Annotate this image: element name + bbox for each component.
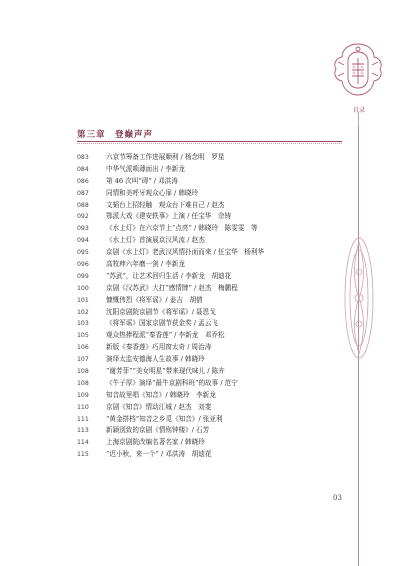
toc-page-number: 105: [77, 332, 89, 340]
chapter-title: 第三章 登巅声声: [77, 130, 154, 140]
toc-page-number: 108: [77, 368, 89, 376]
toc-page-number: 101: [77, 296, 89, 304]
toc-page-number: 099: [77, 272, 89, 280]
toc-title: 《水上灯》首演展京汉风流 / 赵杰: [106, 236, 205, 245]
toc-page-number: 103: [77, 320, 89, 328]
toc-page-number: 095: [77, 249, 89, 257]
toc-entry[interactable]: [77, 295, 337, 307]
toc-title: “谢芳菲”“美女明星”带来现代味儿 / 陈卉: [106, 367, 225, 376]
toc-page-number: 110: [77, 403, 89, 411]
toc-page-number: 094: [77, 237, 89, 245]
toc-title: “黄金搭档”知音之乡觅《知音》/ 张亚利: [106, 414, 223, 423]
toc-title: 慷慨伟烈《将军谣》/ 姜吉 胡倩: [106, 295, 203, 304]
toc-entry[interactable]: [77, 425, 337, 437]
toc-page-number: 108: [77, 379, 89, 387]
toc-entry[interactable]: [77, 330, 337, 342]
toc-page-number: 096: [77, 261, 89, 269]
toc-title: 新版《秦香莲》巧用窗太奇 / 周治涛: [106, 343, 212, 352]
toc-entry[interactable]: [77, 437, 337, 449]
toc-entry[interactable]: [77, 271, 337, 283]
toc-page-number: 084: [77, 165, 89, 173]
toc-title: 京剧《汉苏武》大打“感情牌” / 赵杰 梅鹏程: [106, 283, 238, 292]
toc-page-number: 106: [77, 344, 89, 352]
table-of-contents: [77, 152, 337, 461]
toc-entry[interactable]: [77, 318, 337, 330]
toc-title: 《水上灯》在六京节上“点亮” / 韩晓玲 陈雯雯 等: [106, 224, 258, 233]
toc-title: 京剧《知音》情动江城 / 赵杰 刘斐: [106, 402, 212, 411]
toc-page-number: 102: [77, 308, 89, 316]
side-section-label: 目录: [352, 107, 365, 114]
toc-page-number: 093: [77, 225, 89, 233]
toc-title: 六京节筹备工作进展顺利 / 杨念明 罗星: [106, 153, 225, 161]
toc-page-number: 114: [77, 439, 89, 447]
toc-entry[interactable]: [77, 223, 337, 235]
toc-title: 第 46 次叫“碍” / 邓洪涛: [106, 176, 178, 185]
toc-title: 同情和美呼牙观众心扉 / 韩晓玲: [106, 188, 199, 197]
toc-page-number: 088: [77, 201, 89, 209]
toc-page-number: 111: [77, 415, 89, 423]
toc-entry[interactable]: [77, 152, 337, 164]
vertical-ornament-icon: [340, 232, 378, 364]
toc-title: “迟小秋，来一个” / 邓洪涛 胡迪花: [106, 450, 212, 459]
ornamental-seal-icon: [330, 40, 386, 100]
toc-title: 演绎太监安德海人生故事 / 韩晓玲: [106, 355, 205, 364]
toc-entry[interactable]: [77, 378, 337, 390]
toc-entry[interactable]: [77, 414, 337, 426]
toc-title: 观众热捧程派“秦香莲” / 李新龙 邓乔松: [106, 331, 225, 340]
toc-page-number: 087: [77, 189, 89, 197]
toc-title: 高牧珅六年磨一剑 / 李新龙: [106, 260, 185, 269]
title-underline: [77, 141, 342, 142]
toc-entry[interactable]: [77, 211, 337, 223]
toc-title: 《牛子厚》演绎“最牛京剧科班”的故事 / 范宁: [106, 378, 238, 387]
toc-page-number: 092: [77, 213, 89, 221]
toc-title: 新颖别致的京剧《情殇钟楼》/ 石芳: [106, 426, 210, 435]
toc-title: 知音故里唱《知音》/ 韩晓玲 李新龙: [106, 390, 216, 399]
toc-title: 中华气派唢薄面出 / 李新龙: [106, 164, 185, 173]
toc-title: 京剧《水上灯》老武汉风情扑面而来 / 任宝华 杨利华: [106, 248, 265, 257]
toc-title: “苏武”，让艺术回归生活 / 李新龙 胡迪花: [106, 271, 232, 280]
page-number: 03: [333, 494, 342, 502]
toc-title: 上海京剧院改编名著名家 / 韩晓玲: [106, 438, 205, 447]
toc-page-number: 107: [77, 356, 89, 364]
toc-entry[interactable]: [77, 402, 337, 414]
toc-entry[interactable]: [77, 390, 337, 402]
title-dotted-underline: [77, 143, 342, 144]
toc-page-number: 115: [77, 451, 89, 459]
toc-title: 鄂派大戏《建安轶事》上演 / 任宝华 佘铸: [106, 212, 232, 221]
toc-entry[interactable]: [77, 235, 337, 247]
toc-title: 沈阳京剧院京剧节《将军谣》/ 聂恩戈: [106, 307, 216, 316]
toc-page-number: 113: [77, 427, 89, 435]
toc-entry[interactable]: [77, 366, 337, 378]
toc-page-number: 109: [77, 391, 89, 399]
toc-page-number: 083: [77, 154, 89, 161]
toc-entry[interactable]: [77, 188, 337, 200]
toc-entry[interactable]: [77, 283, 337, 295]
toc-entry[interactable]: [77, 247, 337, 259]
toc-entry[interactable]: [77, 342, 337, 354]
toc-title: 文韬台上招轻触 观众台下难自己 / 赵杰: [106, 200, 225, 209]
toc-entry[interactable]: [77, 176, 337, 188]
toc-entry[interactable]: [77, 449, 337, 461]
toc-entry[interactable]: [77, 307, 337, 319]
toc-page-number: 086: [77, 177, 89, 185]
toc-entry[interactable]: [77, 354, 337, 366]
toc-entry[interactable]: [77, 259, 337, 271]
toc-entry[interactable]: [77, 200, 337, 212]
toc-entry[interactable]: [77, 164, 337, 176]
toc-title: 《将军谣》国家京剧节获金奖 / 孟云飞: [106, 319, 218, 328]
toc-page-number: 100: [77, 284, 89, 292]
